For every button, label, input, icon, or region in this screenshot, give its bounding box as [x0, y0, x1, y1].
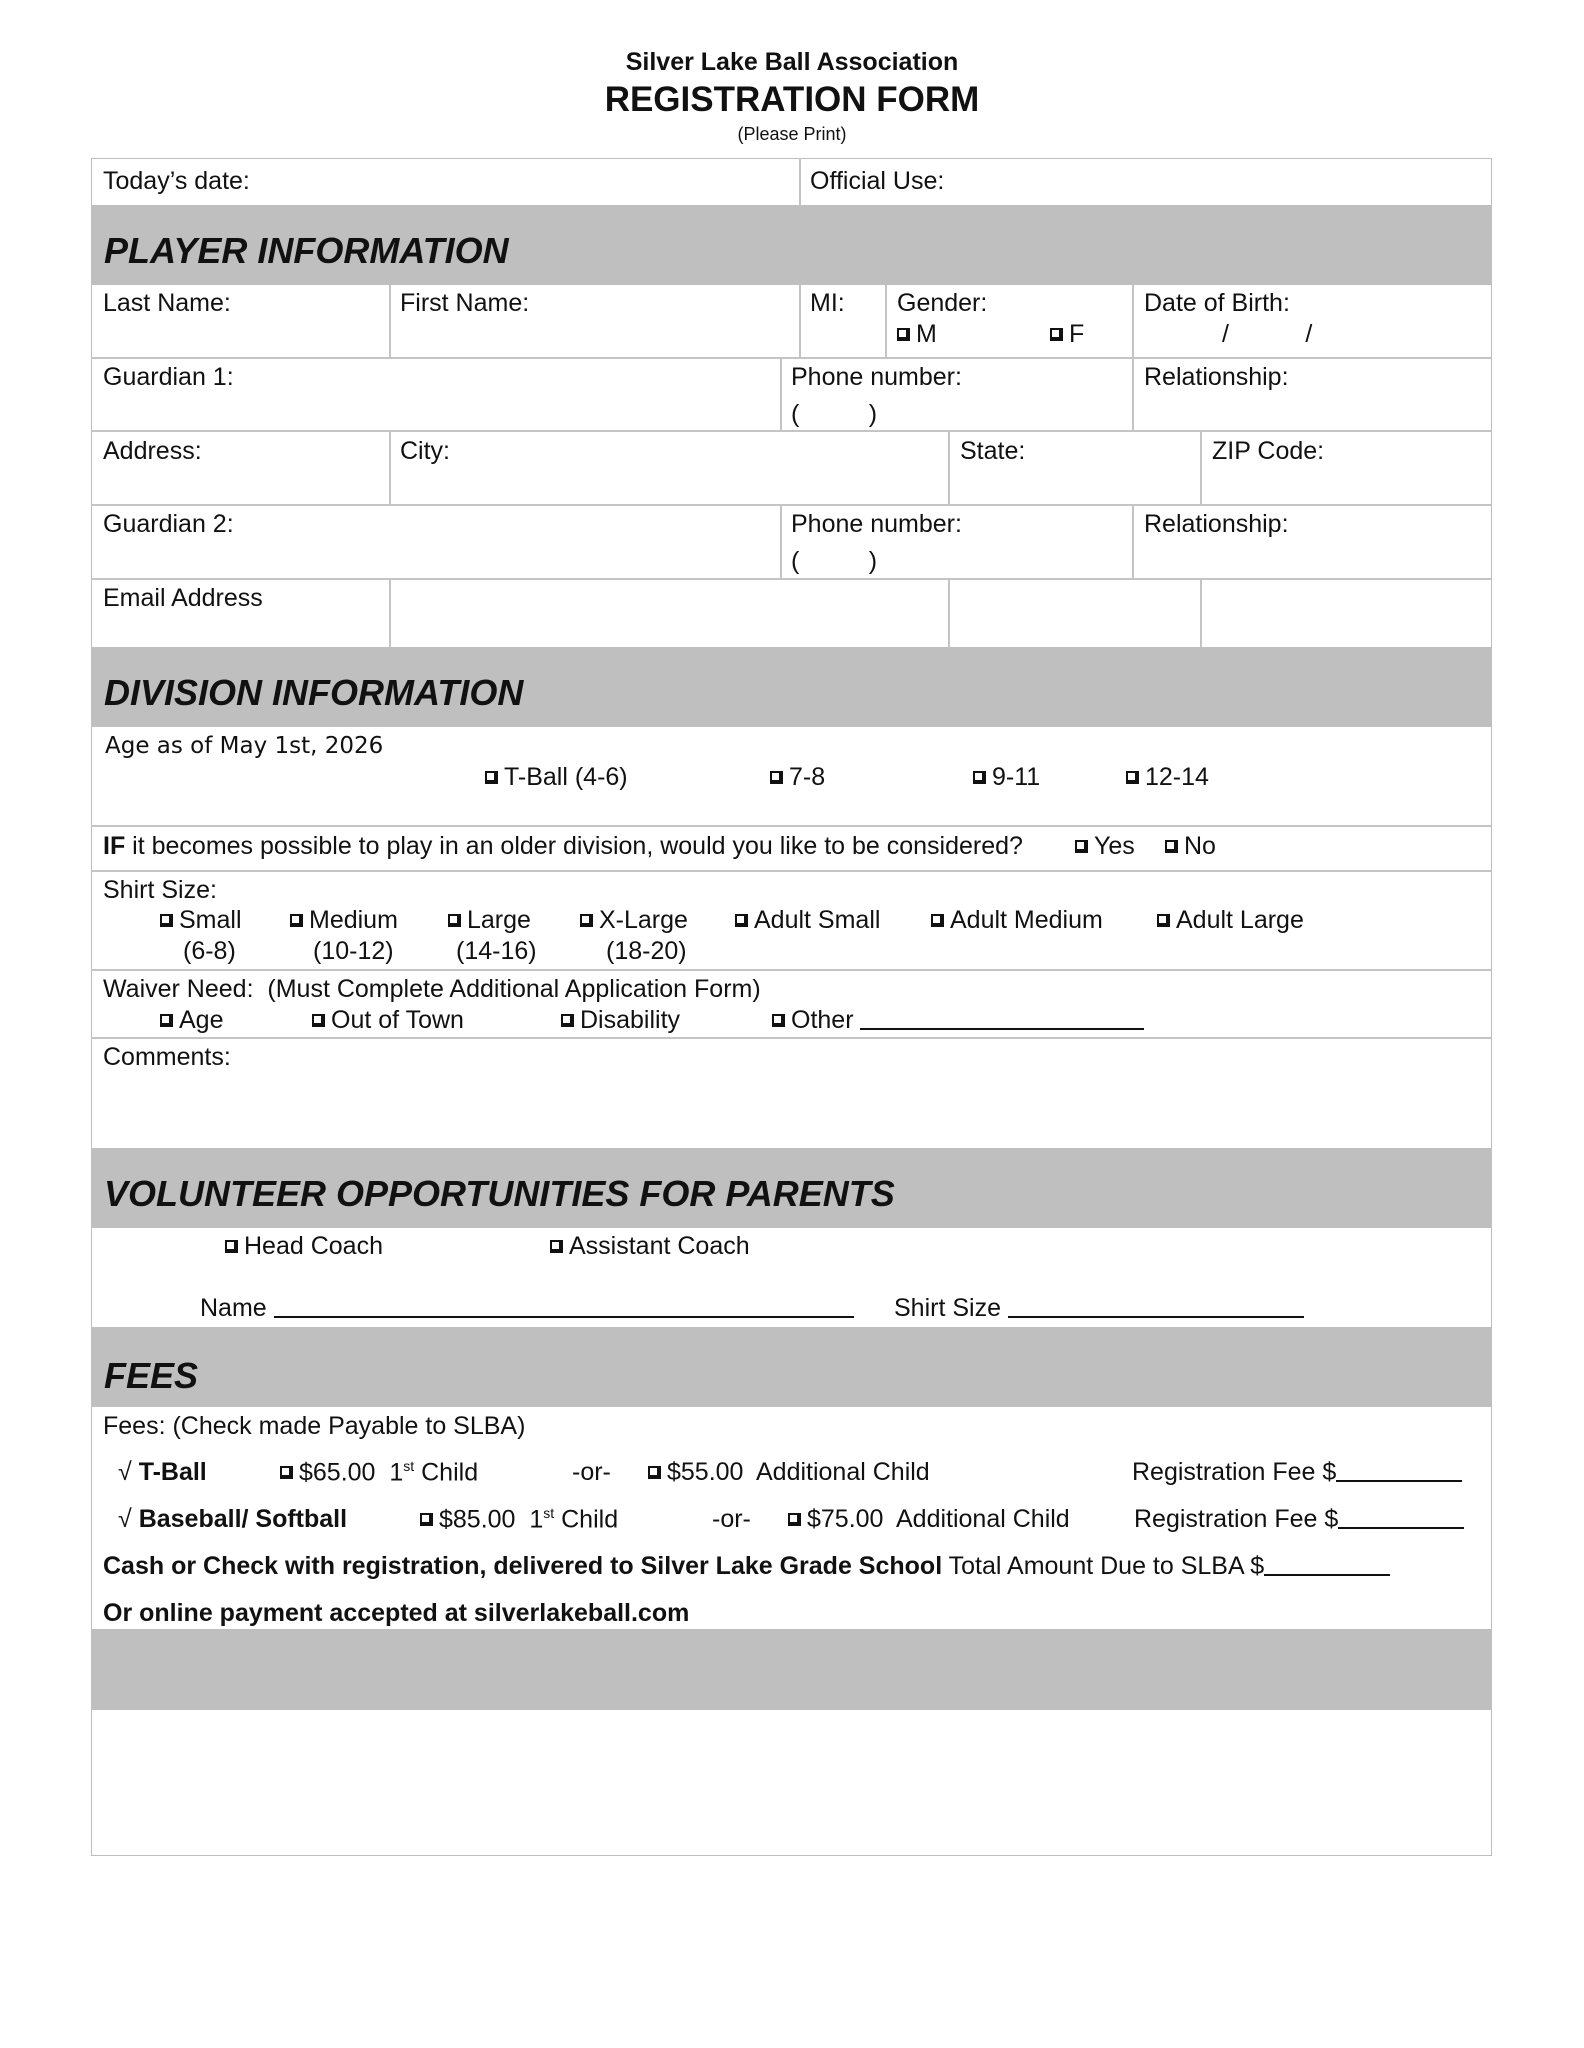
baseball-registration-fee-field[interactable]: Registration Fee $ — [1134, 1505, 1464, 1534]
form-title: REGISTRATION FORM — [604, 80, 980, 119]
fees-heading: FEES — [104, 1355, 199, 1396]
org-name: Silver Lake Ball Association — [625, 48, 959, 76]
age-label: Age as of May 1st, 2026 — [105, 733, 384, 759]
shirt-medium-checkbox[interactable]: Medium — [290, 906, 398, 935]
guardian2-field[interactable]: Guardian 2: — [103, 510, 234, 538]
waiver-disability-checkbox[interactable]: Disability — [561, 1006, 680, 1035]
checkbox-icon — [1050, 328, 1063, 341]
city-field[interactable]: City: — [400, 437, 450, 465]
tball-first-child-checkbox[interactable]: $65.00 1st Child — [280, 1458, 478, 1487]
assistant-coach-checkbox[interactable]: Assistant Coach — [550, 1232, 750, 1261]
tball-additional-child-checkbox[interactable]: $55.00 Additional Child — [648, 1458, 930, 1487]
first-name-field[interactable]: First Name: — [400, 289, 530, 317]
older-no-checkbox[interactable]: No — [1165, 832, 1216, 861]
fees-section-header — [91, 1327, 1492, 1407]
phone-parens: ( ) — [791, 547, 878, 575]
comments-field[interactable]: Comments: — [103, 1043, 231, 1071]
zip-field[interactable]: ZIP Code: — [1212, 437, 1325, 465]
phone-parens: ( ) — [791, 400, 878, 428]
baseball-first-child-checkbox[interactable]: $85.00 1st Child — [420, 1505, 618, 1534]
shirt-large-range: (14-16) — [456, 937, 537, 965]
or-text: -or- — [572, 1458, 611, 1486]
shirt-size-label: Shirt Size: — [103, 876, 217, 904]
older-division-question: IF it becomes possible to play in an older division, would you like to be considered? — [103, 832, 1023, 860]
shirt-small-checkbox[interactable]: Small — [160, 906, 242, 935]
gender-label: Gender: — [897, 289, 988, 317]
volunteer-shirt-field[interactable]: Shirt Size — [894, 1294, 1304, 1323]
division-7-8-checkbox[interactable]: 7-8 — [770, 763, 825, 792]
waiver-label: Waiver Need: (Must Complete Additional Application Form) — [103, 975, 761, 1003]
guardian1-relationship-field[interactable]: Relationship: — [1144, 363, 1289, 391]
mi-field[interactable]: MI: — [810, 289, 845, 317]
shirt-adult-small-checkbox[interactable]: Adult Small — [735, 906, 880, 935]
player-heading: PLAYER INFORMATION — [104, 230, 509, 271]
tball-label: √ T-Ball — [118, 1458, 207, 1486]
shirt-large-checkbox[interactable]: Large — [448, 906, 531, 935]
guardian2-phone-field[interactable]: Phone number: — [791, 510, 962, 538]
online-payment-note: Or online payment accepted at silverlakeball.com — [103, 1599, 690, 1627]
gender-m-checkbox[interactable]: M — [897, 320, 937, 349]
dob-field[interactable]: Date of Birth: — [1144, 289, 1290, 317]
division-tball-checkbox[interactable]: T-Ball (4-6) — [485, 763, 628, 792]
fees-intro: Fees: (Check made Payable to SLBA) — [103, 1412, 526, 1440]
tball-registration-fee-field[interactable]: Registration Fee $ — [1132, 1458, 1462, 1487]
older-yes-checkbox[interactable]: Yes — [1075, 832, 1135, 861]
guardian2-relationship-field[interactable]: Relationship: — [1144, 510, 1289, 538]
state-field[interactable]: State: — [960, 437, 1026, 465]
shirt-adult-medium-checkbox[interactable]: Adult Medium — [931, 906, 1103, 935]
baseball-additional-child-checkbox[interactable]: $75.00 Additional Child — [788, 1505, 1070, 1534]
shirt-adult-large-checkbox[interactable]: Adult Large — [1157, 906, 1304, 935]
volunteer-heading: VOLUNTEER OPPORTUNITIES FOR PARENTS — [104, 1173, 895, 1214]
checkbox-icon — [897, 328, 910, 341]
waiver-age-checkbox[interactable]: Age — [160, 1006, 223, 1035]
shirt-medium-range: (10-12) — [313, 937, 394, 965]
email-field[interactable]: Email Address — [103, 584, 263, 612]
volunteer-name-field[interactable]: Name — [200, 1294, 854, 1323]
division-9-11-checkbox[interactable]: 9-11 — [973, 763, 1040, 792]
total-amount-field[interactable] — [1264, 1552, 1390, 1576]
head-coach-checkbox[interactable]: Head Coach — [225, 1232, 383, 1261]
guardian1-phone-field[interactable]: Phone number: — [791, 363, 962, 391]
shirt-xlarge-checkbox[interactable]: X-Large — [580, 906, 688, 935]
official-use-label: Official Use: — [810, 167, 945, 195]
dob-separators: / / — [1222, 320, 1313, 348]
guardian1-field[interactable]: Guardian 1: — [103, 363, 234, 391]
shirt-xlarge-range: (18-20) — [606, 937, 687, 965]
shirt-small-range: (6-8) — [183, 937, 236, 965]
division-heading: DIVISION INFORMATION — [104, 672, 524, 713]
waiver-other-checkbox[interactable]: Other — [772, 1006, 1144, 1035]
last-name-field[interactable]: Last Name: — [103, 289, 231, 317]
cash-check-note: Cash or Check with registration, delivered to Silver Lake Grade School Total Amount Due to SLBA $ — [103, 1552, 1390, 1581]
division-12-14-checkbox[interactable]: 12-14 — [1126, 763, 1209, 792]
other-line[interactable] — [860, 1006, 1144, 1030]
address-field[interactable]: Address: — [103, 437, 202, 465]
gender-f-checkbox[interactable]: F — [1050, 320, 1084, 349]
baseball-label: √ Baseball/ Softball — [118, 1505, 348, 1533]
todays-date-field[interactable]: Today’s date: — [103, 167, 250, 195]
or-text: -or- — [712, 1505, 751, 1533]
waiver-out-of-town-checkbox[interactable]: Out of Town — [312, 1006, 464, 1035]
print-note: (Please Print) — [737, 124, 847, 144]
blank-gray-band — [91, 1629, 1492, 1710]
